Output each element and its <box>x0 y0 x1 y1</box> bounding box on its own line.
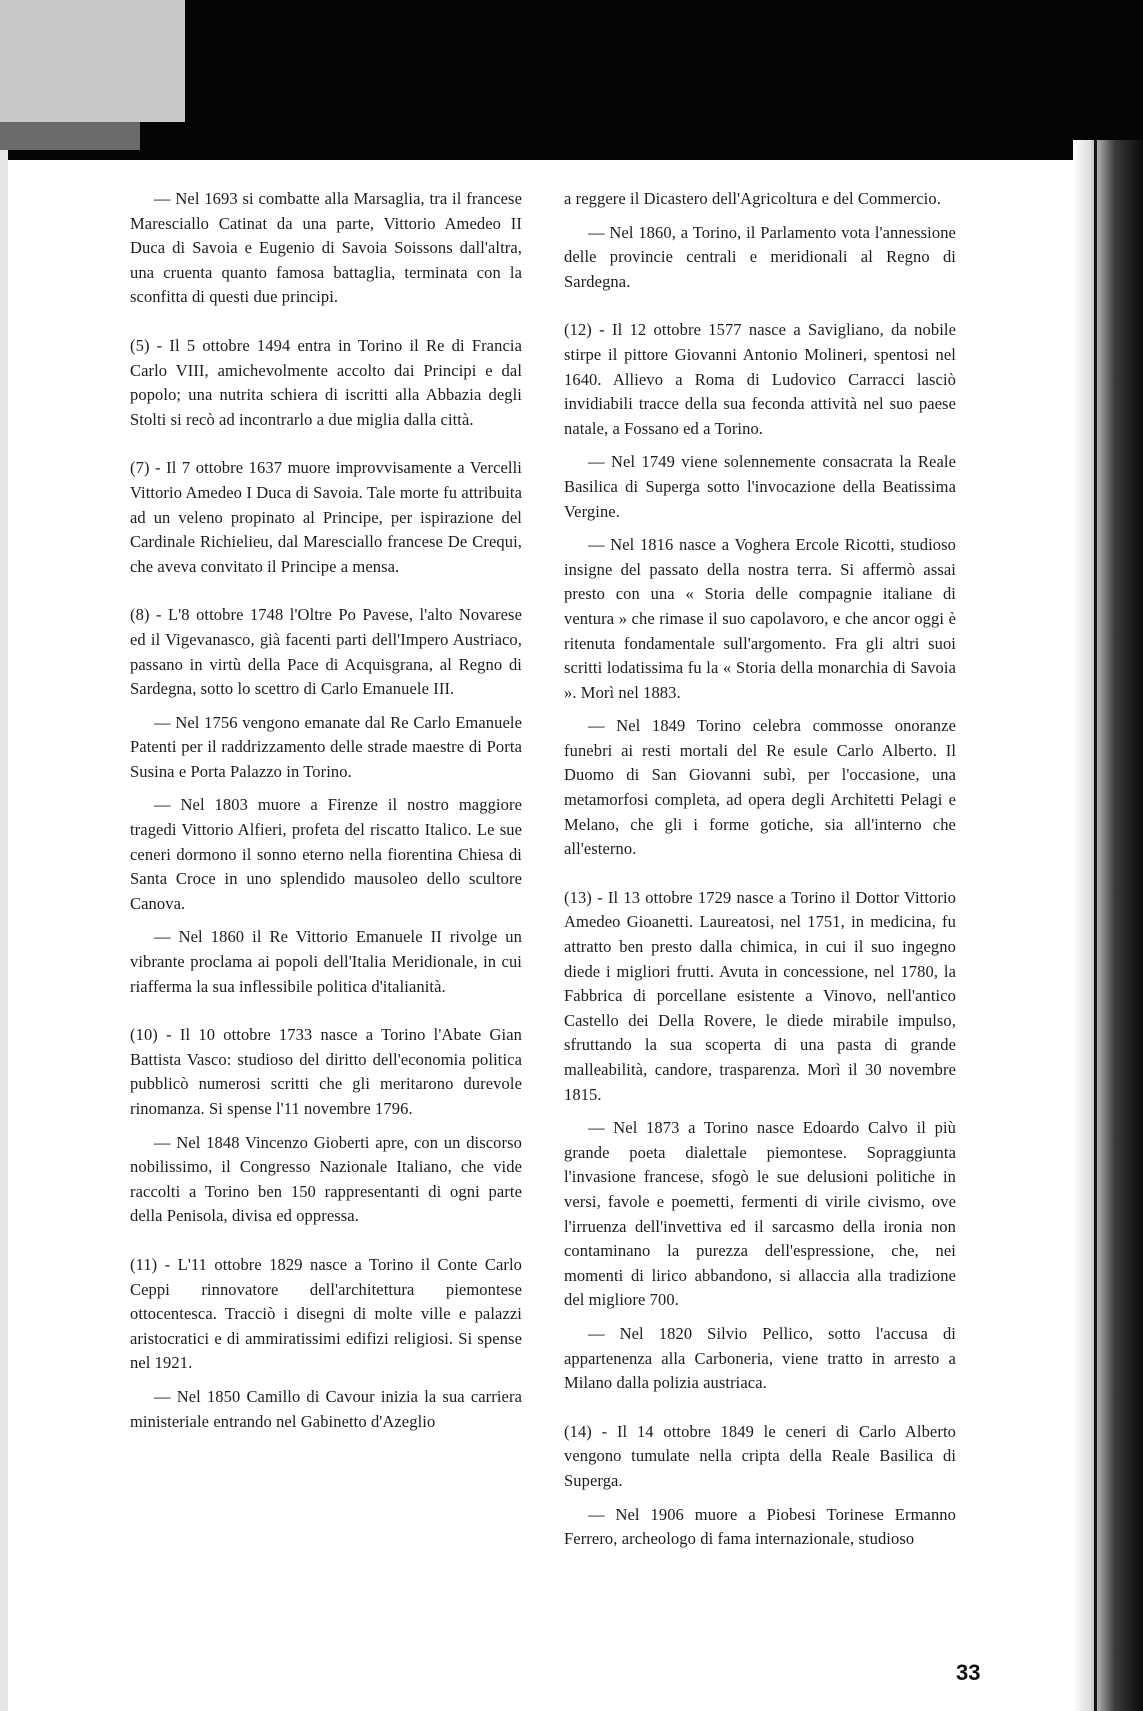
paragraph: — Nel 1803 muore a Firenze il nostro maggiore tragedi Vittorio Alfieri, profeta del riscatto Italico. Le sue ceneri dormono il sonno eterno nella fiorentina Chiesa di Santa Croce in uno splendido mausoleo dello scultore Canova. <box>130 795 522 913</box>
page-binding-shadow <box>1073 140 1143 1711</box>
paragraph-continued: a reggere il Dicastero dell'Agricoltura e del Commercio. <box>564 189 941 208</box>
scan-top-left-shadow <box>0 122 140 150</box>
paragraph-entry-8: (8) - L'8 ottobre 1748 l'Oltre Po Pavese, l'alto Novarese ed il Vigevanasco, già facenti parti dell'Impero Austriaco, passano in virtù della Pace di Acquisgrana, al Regno di Sardegna, sotto lo scettro di Carlo Emanuele III. <box>130 605 522 699</box>
paragraph: — Nel 1873 a Torino nasce Edoardo Calvo il più grande poeta dialettale piemontese. Sopraggiunta l'invasione francese, sfogò le sue delusioni politiche in versi, favole e poemetti, fermenti di virile civismo, ove l'irruenza dell'invettiva ed il sarcasmo della ironia non contaminano la purezza dell'espressione, che, nei momenti di lirico abbandono, si allaccia alla tradizione del migliore 700. <box>564 1118 956 1310</box>
page-number: 33 <box>956 1660 981 1685</box>
scan-top-left-gray-patch <box>0 0 185 122</box>
paragraph-entry-14: (14) - Il 14 ottobre 1849 le ceneri di Carlo Alberto vengono tumulate nella cripta della Reale Basilica di Superga. <box>564 1421 956 1490</box>
paragraph-entry-5: (5) - Il 5 ottobre 1494 entra in Torino il Re di Francia Carlo VIII, amichevolmente accolto dai Principi e dal popolo; una nutrita schiera di iscritti alla Abbazia degli Stolti si recò ad incontrarlo a due miglia dalla città. <box>130 335 522 429</box>
paragraph: — Nel 1749 viene solennemente consacrata la Reale Basilica di Superga sotto l'invocazione della Beatissima Vergine. <box>564 452 956 521</box>
paragraph: — Nel 1906 muore a Piobesi Torinese Ermanno Ferrero, archeologo di fama internazionale, studioso <box>564 1504 956 1549</box>
paragraph: — Nel 1849 Torino celebra commosse onoranze funebri ai resti mortali del Re esule Carlo Alberto. Il Duomo di San Giovanni subì, per l'occasione, una metamorfosi completa, ad opera degli Architetti Pelagi e Melano, che gli i forme gotiche, sia all'interno che all'esterno. <box>564 716 956 859</box>
paragraph: — Nel 1816 nasce a Voghera Ercole Ricotti, studioso insigne del passato della nostra terra. Si affermò assai presto con una « Storia delle compagnie italiane di ventura » che rimase il suo capolavoro, e che ancor oggi è ritenuta fondamentale sull'argomento. Fra gli altri suoi scritti lodatissima fu la « Storia della monarchia di Savoia ». Morì nel 1883. <box>564 535 956 702</box>
left-text-column <box>130 187 522 1443</box>
paragraph-entry-12: (12) - Il 12 ottobre 1577 nasce a Savigliano, da nobile stirpe il pittore Giovanni Antonio Molineri, spentosi nel 1640. Allievo a Roma di Ludovico Carracci lasciò invidiabili tracce della sua feconda attività nel suo paese natale, a Fossano ed a Torino. <box>564 320 956 438</box>
right-text-column <box>564 187 956 1561</box>
paragraph-entry-11: (11) - L'11 ottobre 1829 nasce a Torino il Conte Carlo Ceppi rinnovatore dell'architettura piemontese ottocentesca. Tracciò i disegni di molte ville e palazzi aristocratici e di ammiratissimi edifizi religiosi. Si spense nel 1921. <box>130 1254 522 1373</box>
paragraph-entry-10: (10) - Il 10 ottobre 1733 nasce a Torino l'Abate Gian Battista Vasco: studioso del diritto dell'economia politica pubblicò numerosi scritti che gli meritarono durevole rinomanza. Si spense l'11 novembre 1796. <box>130 1025 522 1118</box>
scan-left-edge <box>0 150 8 1711</box>
paragraph: — Nel 1756 vengono emanate dal Re Carlo Emanuele Patenti per il raddrizzamento delle strade maestre di Porta Susina e Porta Palazzo in Torino. <box>130 712 522 781</box>
paragraph: — Nel 1848 Vincenzo Gioberti apre, con un discorso nobilissimo, il Congresso Nazionale Italiano, che vide raccolti a Torino ben 150 rappresentanti di ogni parte della Penisola, divisa ed oppressa. <box>130 1132 522 1226</box>
paragraph: — Nel 1820 Silvio Pellico, sotto l'accusa di appartenenza alla Carboneria, viene tratto in arresto a Milano dalla polizia austriaca. <box>564 1323 956 1393</box>
paragraph: — Nel 1693 si combatte alla Marsaglia, tra il francese Maresciallo Catinat da una parte, Vittorio Amedeo II Duca di Savoia e Eugenio di Savoia Soissons dall'altra, una cruenta quanto famosa battaglia, terminata con la sconfitta di questi due principi. <box>130 189 522 307</box>
page-binding-line <box>1094 140 1097 1711</box>
paragraph: — Nel 1860 il Re Vittorio Emanuele II rivolge un vibrante proclama ai popoli dell'Italia Meridionale, in cui riafferma la sua inflessibile politica d'italianità. <box>130 927 522 996</box>
paragraph-entry-13: (13) - Il 13 ottobre 1729 nasce a Torino il Dottor Vittorio Amedeo Gioanetti. Laureatosi, nel 1751, in medicina, fu attratto ben presto dalla chimica, in cui il suo ingegno diede i migliori frutti. Avuta in concessione, nel 1780, la Fabbrica di porcellane esistente a Vinovo, nell'antico Castello dei Della Rovere, le diede mirabile impulso, sfruttando la sua scoperta di una pasta di grande malleabilità, candore, trasparenza. Morì il 30 novembre 1815. <box>564 887 956 1104</box>
paragraph: — Nel 1850 Camillo di Cavour inizia la sua carriera ministeriale entrando nel Gabinetto d'Azeglio <box>130 1386 522 1431</box>
paragraph-entry-7: (7) - Il 7 ottobre 1637 muore improvvisamente a Vercelli Vittorio Amedeo I Duca di Savoia. Tale morte fu attribuita ad un veleno propinato al Principe, per ispirazione del Cardinale Richielieu, dal Maresciallo francese De Crequi, che aveva convitato il Principe a mensa. <box>130 458 522 576</box>
paragraph: — Nel 1860, a Torino, il Parlamento vota l'annessione delle provincie centrali e meridionali al Regno di Sardegna. <box>564 222 956 291</box>
